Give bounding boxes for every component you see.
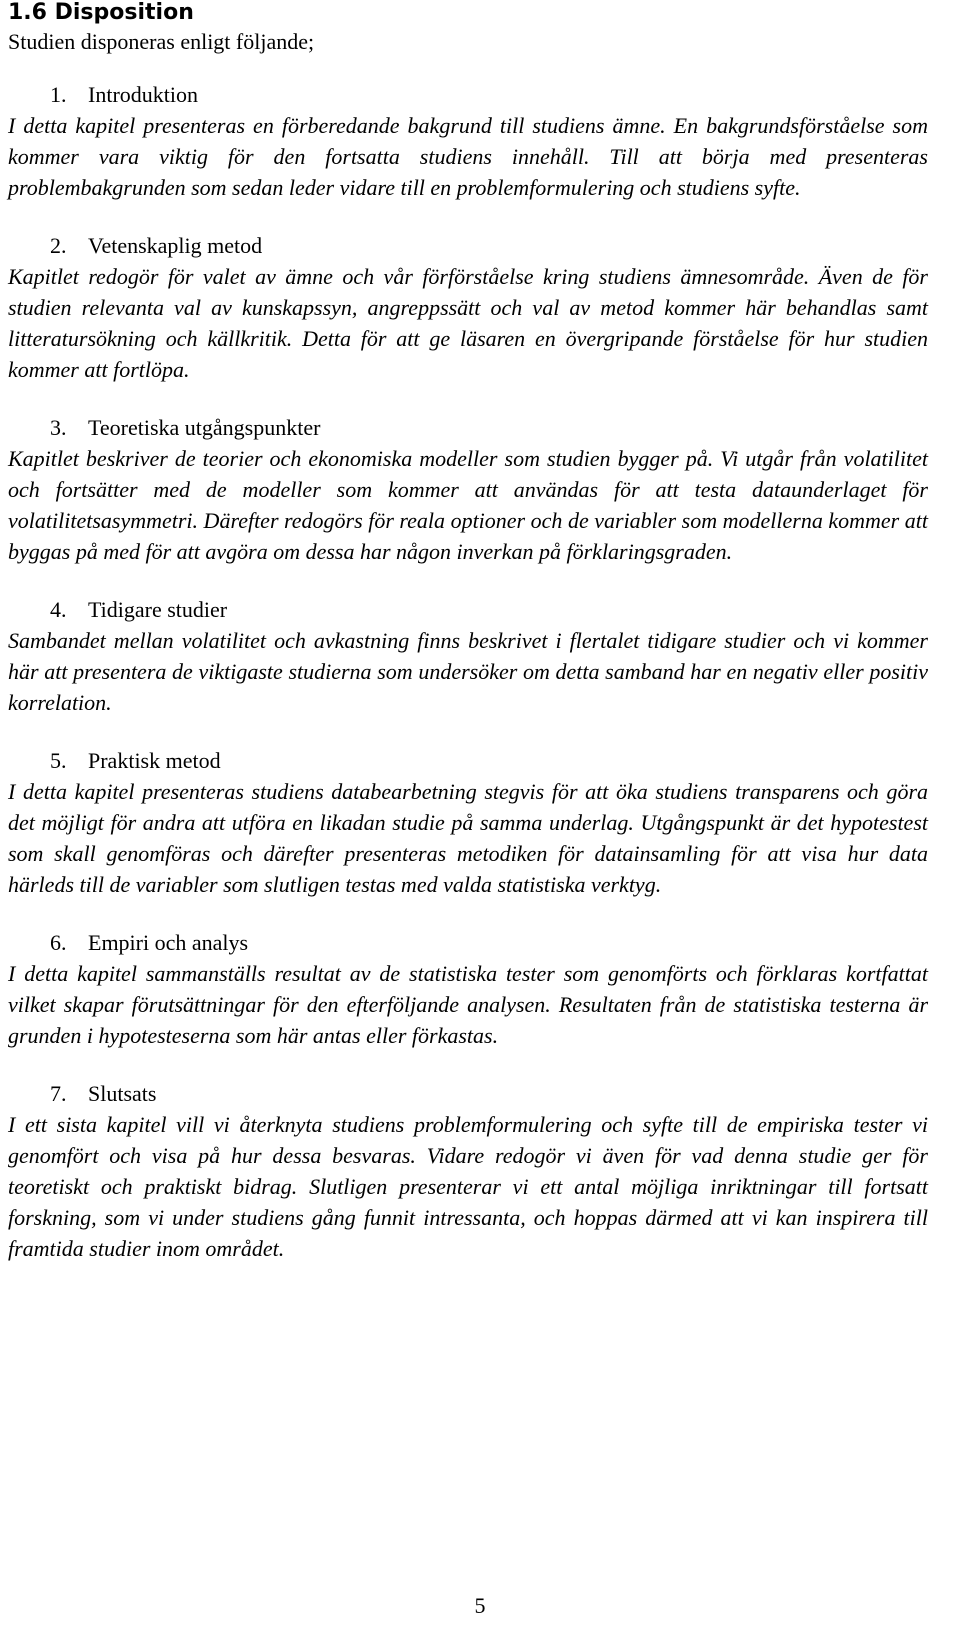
document-page [8,0,928,1291]
chapter-number: 2. [50,233,67,258]
chapter-title-text: Praktisk metod [88,748,221,773]
chapter-title-text: Teoretiska utgångspunkter [88,415,321,440]
chapter-title [8,1078,928,1109]
chapter-title [8,79,928,110]
intro-text: Studien disponeras enligt följande; [8,29,315,54]
chapter-number: 5. [50,748,67,773]
chapter-title [8,412,928,443]
chapter-description: Sambandet mellan volatilitet och avkastning finns beskrivet i flertalet tidigare studier och vi kommer här att presentera de viktigaste studierna som undersöker om detta samband har en negativ eller positiv korrelation. [8,628,928,715]
chapter-number: 4. [50,597,67,622]
section-heading: 1.6 Disposition [8,0,194,25]
chapter-title [8,745,928,776]
chapter-number: 3. [50,415,67,440]
chapter-description: I detta kapitel presenteras en förberedande bakgrund till studiens ämne. En bakgrundsförståelse som kommer vara viktig för den fortsatta studiens innehåll. Till att börja med presenteras problembakgrunden som sedan leder vidare till en problemformulering och studiens syfte. [8,113,928,200]
chapter-title-text: Empiri och analys [88,930,249,955]
chapter-1 [8,79,928,203]
chapter-title [8,594,928,625]
chapter-description: I detta kapitel presenteras studiens databearbetning stegvis för att öka studiens transparens och göra det möjligt för andra att utföra en likadan studie på samma underlag. Utgångspunkt är det hypotestest som skall genomföras och därefter presenteras metodiken för datainsamling för att visa hur data härleds till de variabler som slutligen testas med valda statistiska verktyg. [8,779,928,897]
chapter-2 [8,230,928,385]
chapter-description: I detta kapitel sammanställs resultat av de statistiska tester som genomförts och förklaras kortfattat vilket skapar förutsättningar för den efterföljande analysen. Resultaten från de statistiska testerna är grunden i hypotesteserna som här antas eller förkastas. [8,961,928,1048]
chapter-title-text: Introduktion [88,82,198,107]
page-number: 5 [474,1593,486,1618]
chapter-number: 7. [50,1081,67,1106]
chapter-title [8,230,928,261]
chapter-title [8,927,928,958]
chapter-description: I ett sista kapitel vill vi återknyta studiens problemformulering och syfte till de empiriska tester vi genomfört och visa på hur dessa besvaras. Vidare redogör vi även för vad denna studie ger för teoretiskt och praktiskt bidrag. Slutligen presenterar vi ett antal möjliga inriktningar till fortsatt forskning, som vi under studiens gång funnit intressanta, och hoppas därmed att vi kan inspirera till framtida studier inom området. [8,1112,928,1261]
chapter-6 [8,927,928,1051]
chapter-7 [8,1078,928,1264]
chapter-title-text: Slutsats [88,1081,157,1106]
chapter-number: 1. [50,82,67,107]
chapter-4 [8,594,928,718]
chapter-description: Kapitlet beskriver de teorier och ekonomiska modeller som studien bygger på. Vi utgår från volatilitet och fortsätter med de modeller som kommer att användas för att testa dataunderlaget för volatilitetsasymmetri. Därefter redogörs för reala optioner och de variabler som modellerna kommer att byggas på med för att avgöra om dessa har någon inverkan på förklaringsgraden. [8,446,928,564]
chapter-5 [8,745,928,900]
chapter-description: Kapitlet redogör för valet av ämne och vår förförståelse kring studiens ämnesområde. Även de för studien relevanta val av kunskapssyn, angreppssätt och val av metod kommer här behandlas samt litteratursökning och källkritik. Detta för att ge läsaren en övergripande förståelse för hur studien kommer att fortlöpa. [8,264,928,382]
chapter-number: 6. [50,930,67,955]
chapter-title-text: Tidigare studier [88,597,228,622]
chapter-3 [8,412,928,567]
chapter-title-text: Vetenskaplig metod [88,233,263,258]
